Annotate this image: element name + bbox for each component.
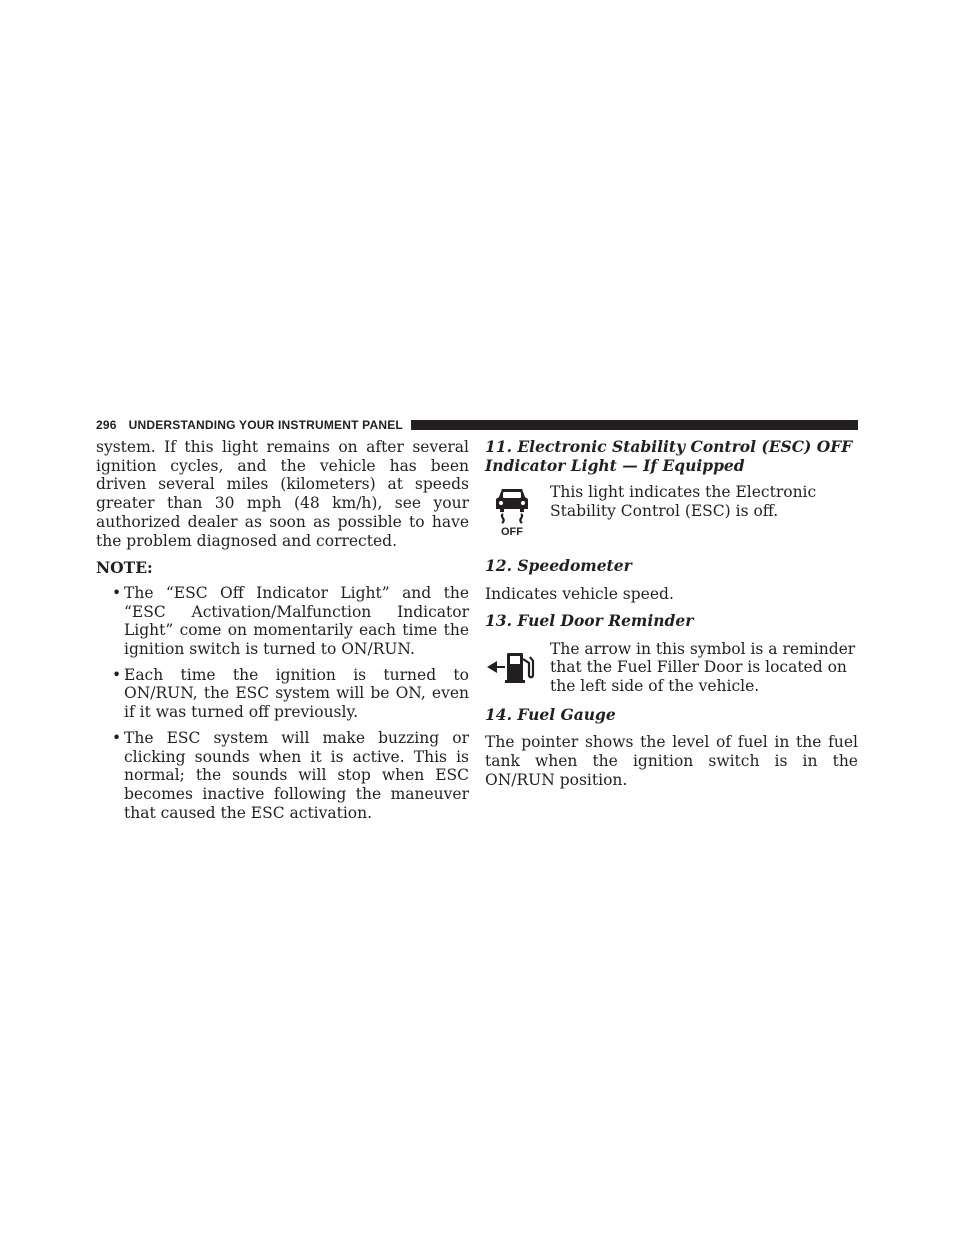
note-label: NOTE: [96,558,153,578]
list-item [96,729,469,823]
fuel-door-block [485,640,858,696]
fuel-door-icon [485,640,539,694]
bullet-icon: • [112,728,122,747]
fuel-gauge-heading: 14. Fuel Gauge [485,704,616,724]
esc-off-icon-label: OFF [501,526,523,538]
left-column [96,438,469,829]
esc-off-heading: 11. Electronic Stability Control (ESC) OFF Indicator Light — If Equipped [485,437,853,475]
intro-paragraph: system. If this light remains on after several ignition cycles, and the vehicle has been driven several miles (kilometers) at speeds greater than 30 mph (48 km/h), see your authorized dealer as soon as possible to have the problem diagnosed and corrected. [96,438,469,550]
fuel-door-text: The arrow in this symbol is a reminder that the Fuel Filler Door is located on the left side of the vehicle. [550,639,856,695]
bullet-text: Each time the ignition is turned to ON/RUN, the ESC system will be ON, even if it was turned off previously. [124,665,469,722]
note-bullet-list [96,584,469,822]
esc-off-icon [485,483,539,537]
bullet-text: The ESC system will make buzzing or clicking sounds when it is active. This is normal; the sounds will stop when ESC becomes inactive following the maneuver that caused the ESC activation. [124,728,469,822]
header-rule [411,420,858,430]
fuel-gauge-text: The pointer shows the level of fuel in the fuel tank when the ignition switch is in the ON/RUN position. [485,733,858,789]
speedometer-text: Indicates vehicle speed. [485,585,674,604]
right-column [485,438,858,789]
page-header [96,418,858,432]
esc-off-text: This light indicates the Electronic Stability Control (ESC) is off. [550,483,817,521]
bullet-icon: • [112,583,122,602]
bullet-text: The “ESC Off Indicator Light” and the “ESC Activation/Malfunction Indicator Light” come on momentarily each time the ignition switch is turned to ON/RUN. [124,583,469,659]
list-item [96,584,469,659]
page-number: 296 [96,418,117,432]
section-title: UNDERSTANDING YOUR INSTRUMENT PANEL [128,418,403,432]
list-item [96,666,469,722]
esc-off-block [485,483,858,537]
bullet-icon: • [112,665,122,684]
speedometer-heading: 12. Speedometer [485,556,632,576]
fuel-door-heading: 13. Fuel Door Reminder [485,610,694,630]
